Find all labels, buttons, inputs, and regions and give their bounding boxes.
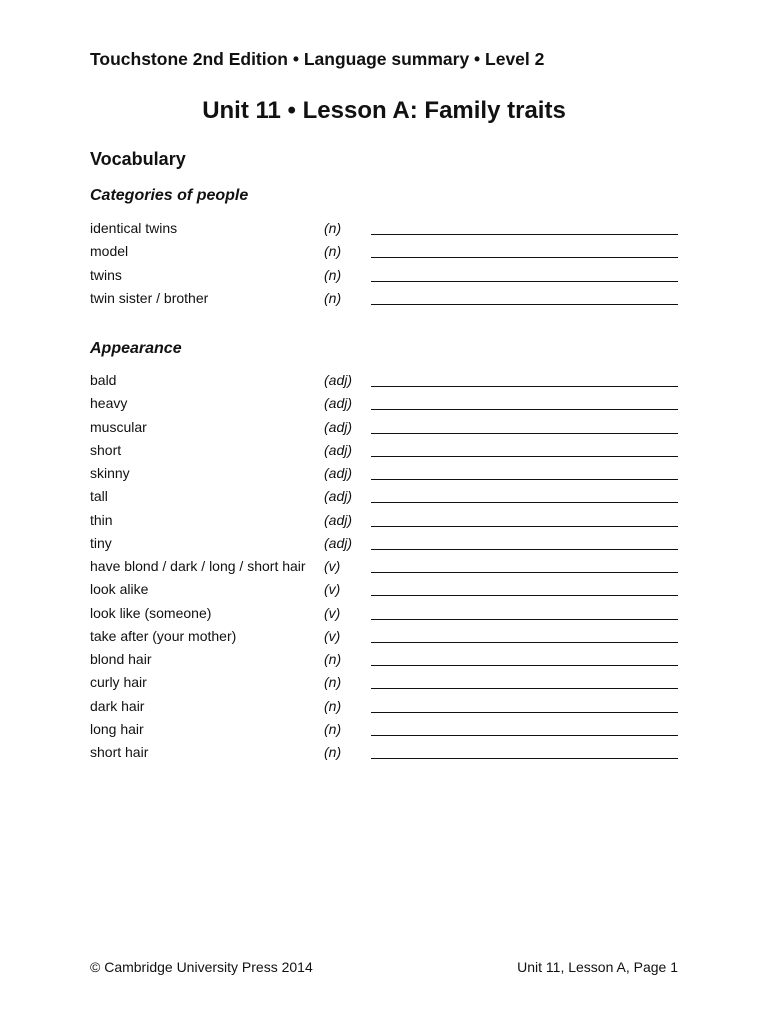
page-number-footer: Unit 11, Lesson A, Page 1 (517, 959, 678, 975)
part-of-speech: (v) (324, 558, 341, 574)
vocab-word: thin (90, 511, 113, 528)
vocab-row (90, 581, 678, 604)
vocab-word: have blond / dark / long / short hair (90, 558, 306, 574)
vocab-row (90, 465, 678, 488)
answer-line (371, 549, 678, 550)
answer-line (371, 409, 678, 410)
part-of-speech: (v) (324, 581, 341, 598)
part-of-speech: (n) (324, 744, 342, 760)
vocab-row (90, 220, 678, 243)
vocab-word: skinny (90, 465, 130, 481)
subheading-appearance: Appearance (90, 340, 182, 357)
part-of-speech: (adj) (324, 488, 353, 505)
categories-vocab-list (90, 220, 678, 313)
vocab-row (90, 558, 678, 581)
part-of-speech: (v) (324, 627, 341, 644)
vocab-row (90, 243, 678, 266)
vocab-word: blond hair (90, 651, 152, 667)
vocab-row (90, 698, 678, 721)
part-of-speech: (v) (324, 604, 341, 621)
answer-line (371, 758, 678, 759)
part-of-speech: (n) (324, 697, 342, 714)
answer-line (371, 386, 678, 387)
vocab-word: twin sister / brother (90, 289, 209, 306)
vocab-word: look alike (90, 581, 149, 598)
part-of-speech: (adj) (324, 441, 353, 458)
answer-line (371, 257, 678, 258)
vocab-row (90, 395, 678, 418)
answer-line (371, 234, 678, 235)
vocab-word: short (90, 441, 122, 458)
vocab-word: identical twins (90, 220, 178, 236)
vocab-word: long hair (90, 720, 144, 737)
part-of-speech: (n) (324, 243, 342, 260)
answer-line (371, 619, 678, 620)
answer-line (371, 479, 678, 480)
vocab-word: look like (someone) (90, 604, 212, 621)
answer-line (371, 595, 678, 596)
vocab-word: heavy (90, 395, 128, 412)
part-of-speech: (n) (324, 289, 342, 306)
vocab-row (90, 744, 678, 767)
vocab-word: muscular (90, 418, 147, 435)
answer-line (371, 712, 678, 713)
vocab-row (90, 442, 678, 465)
part-of-speech: (adj) (324, 395, 353, 412)
document-header: Touchstone 2nd Edition • Language summary • Level 2 (90, 49, 545, 69)
part-of-speech: (adj) (324, 372, 353, 388)
vocab-word: twins (90, 266, 122, 283)
subheading-categories-of-people: Categories of people (90, 187, 249, 204)
vocab-word: dark hair (90, 697, 145, 714)
answer-line (371, 688, 678, 689)
vocab-row (90, 290, 678, 313)
vocab-row (90, 419, 678, 442)
part-of-speech: (n) (324, 220, 342, 236)
answer-line (371, 304, 678, 305)
answer-line (371, 433, 678, 434)
vocab-row (90, 605, 678, 628)
vocab-row (90, 628, 678, 651)
vocab-row (90, 267, 678, 290)
answer-line (371, 735, 678, 736)
answer-line (371, 281, 678, 282)
vocab-word: curly hair (90, 674, 147, 691)
vocab-row (90, 674, 678, 697)
answer-line (371, 665, 678, 666)
answer-line (371, 572, 678, 573)
vocab-row (90, 512, 678, 535)
page-title: Unit 11 • Lesson A: Family traits (202, 97, 566, 124)
copyright-footer: © Cambridge University Press 2014 (90, 959, 313, 975)
part-of-speech: (n) (324, 674, 342, 691)
vocab-word: tall (90, 488, 108, 505)
vocab-row (90, 721, 678, 744)
vocab-word: take after (your mother) (90, 627, 237, 644)
vocab-word: model (90, 243, 129, 260)
vocab-word: short hair (90, 744, 149, 760)
appearance-vocab-list (90, 372, 678, 767)
part-of-speech: (n) (324, 266, 342, 283)
part-of-speech: (n) (324, 651, 342, 667)
vocab-word: bald (90, 372, 117, 388)
part-of-speech: (adj) (324, 511, 353, 528)
answer-line (371, 526, 678, 527)
part-of-speech: (adj) (324, 534, 353, 551)
part-of-speech: (adj) (324, 418, 353, 435)
vocab-row (90, 535, 678, 558)
vocab-row (90, 372, 678, 395)
answer-line (371, 502, 678, 503)
part-of-speech: (n) (324, 720, 342, 737)
vocab-word: tiny (90, 534, 112, 551)
vocab-row (90, 651, 678, 674)
answer-line (371, 642, 678, 643)
section-heading-vocabulary: Vocabulary (90, 149, 186, 169)
part-of-speech: (adj) (324, 465, 353, 481)
vocab-row (90, 488, 678, 511)
answer-line (371, 456, 678, 457)
